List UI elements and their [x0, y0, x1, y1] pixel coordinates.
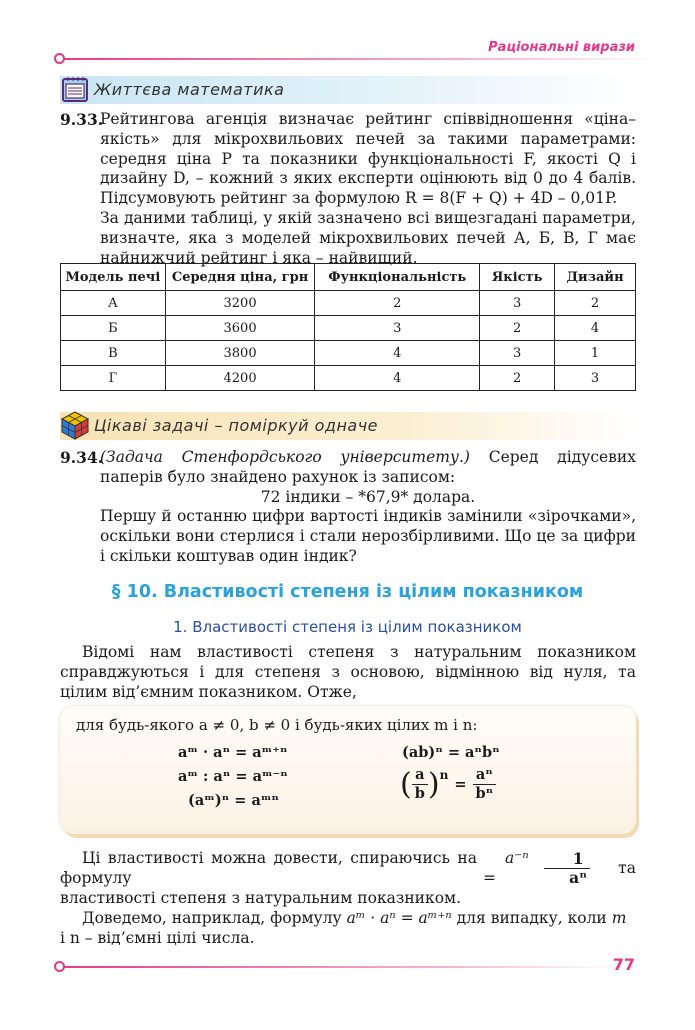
closing-paragraph-2 [60, 908, 636, 928]
formula-power-of-power: (aᵐ)ⁿ = aᵐⁿ [188, 792, 279, 809]
table-cell: 2 [480, 316, 555, 341]
rule-intro: для будь-якого a ≠ 0, b ≠ 0 і будь-яких цілих m і n: [76, 716, 478, 734]
microwave-table [60, 263, 636, 391]
table-cell: 1 [555, 341, 636, 366]
table-header: Якість [480, 264, 555, 291]
header-dot [54, 53, 65, 64]
problem-record: 72 індики – *67,9* долара. [260, 487, 476, 506]
closing-variable: m [611, 909, 627, 927]
problem-number: 9.34. [60, 448, 104, 467]
closing-text: для випадку, коли [456, 909, 607, 927]
closing-formula: aᵐ · aⁿ = aᵐ⁺ⁿ [346, 909, 452, 927]
closing-text-end: та [618, 859, 636, 877]
running-title: Раціональні вирази [488, 40, 635, 55]
table-cell: 3 [555, 366, 636, 391]
table-cell: 3 [315, 316, 480, 341]
fraction-numerator: a [412, 766, 428, 785]
table-header: Функціональність [315, 264, 480, 291]
table-cell: 3200 [165, 291, 315, 316]
header-rule [60, 58, 660, 60]
closing-denominator: aⁿ [569, 867, 588, 887]
closing-text: Ці властивості можна довести, спираючись на формулу [60, 849, 477, 887]
closing-text: Доведемо, наприклад, формулу [82, 909, 342, 927]
table-header: Модель печі [61, 264, 166, 291]
closing-paragraph-1 [60, 848, 636, 888]
closing-line-2: властивості степеня з натуральним показником. [60, 889, 462, 907]
table-cell: 4200 [165, 366, 315, 391]
table-cell: 3 [480, 291, 555, 316]
problem-9-34 [60, 448, 636, 567]
closing-line-3: і n – від’ємні цілі числа. [60, 929, 255, 947]
table-row [61, 341, 636, 366]
problem-text-1: Серед дідусевих паперів було знайдено рахунок із записом: [100, 448, 636, 486]
table-cell: 2 [555, 291, 636, 316]
problem-text-2: Першу й останню цифри вартості індиків замінили «зірочками», оскільки вони стерлися і стали нерозбірливими. Що це за цифри і скільки коштував один індик? [100, 507, 636, 565]
page-number: 77 [612, 955, 635, 974]
problem-text: Рейтингова агенція визначає рейтинг співвідношення «ціна–якість» для мікрохвильових печей за такими параметрами: середня ціна P та показники функціональності F, якості Q і дизайну D, – кожний з яких експерти оцінюють від 0 до 4 балів. Підсумовують рейтинг за формулою R = 8(F + Q) + 4D – 0,01P. [100, 110, 636, 208]
table-header: Середня ціна, грн [165, 264, 315, 291]
properties-rule-box [60, 706, 636, 834]
table-header: Дизайн [555, 264, 636, 291]
formula-quotient: aᵐ : aⁿ = aᵐ⁻ⁿ [178, 768, 288, 785]
table-cell: 2 [480, 366, 555, 391]
footer-rule [60, 966, 620, 968]
life-math-title: Життєва математика [94, 80, 285, 99]
table-cell: 4 [555, 316, 636, 341]
table-header-row [61, 264, 636, 291]
table-cell: В [61, 341, 166, 366]
formula-power-of-product: (ab)ⁿ = aⁿbⁿ [402, 744, 500, 761]
formula-product: aᵐ · aⁿ = aᵐ⁺ⁿ [178, 744, 288, 761]
table-row [61, 366, 636, 391]
footer-dot [54, 961, 65, 972]
result-numerator: aⁿ [473, 766, 497, 785]
life-math-banner [60, 76, 636, 104]
table-cell: 4 [315, 341, 480, 366]
result-denominator: bⁿ [475, 785, 494, 802]
fun-problems-title: Цікаві задачі – поміркуй одначе [94, 416, 378, 435]
problem-9-33 [60, 110, 636, 268]
subsection-title: 1. Властивості степеня із цілим показником [173, 618, 522, 636]
rubik-cube-icon [60, 410, 90, 440]
table-cell: 2 [315, 291, 480, 316]
fraction-exponent: n [439, 768, 449, 782]
table-cell: 3 [480, 341, 555, 366]
table-cell: Г [61, 366, 166, 391]
fraction-denominator: b [414, 785, 425, 802]
table-row [61, 316, 636, 341]
closing-formula: a⁻ⁿ = [482, 849, 529, 887]
table-cell: 4 [315, 366, 480, 391]
table-cell: Б [61, 316, 166, 341]
fun-problems-banner [60, 412, 636, 440]
problem-text [100, 448, 636, 488]
closing-numerator: 1 [544, 850, 590, 869]
table-cell: А [61, 291, 166, 316]
table-row [61, 291, 636, 316]
section-title: § 10. Властивості степеня із цілим показником [111, 582, 584, 602]
section-intro: Відомі нам властивості степеня з натуральним показником справджуються і для степеня з основою, відмінною від нуля, та цілим від’ємним показником. Отже, [60, 643, 636, 701]
formula-power-of-quotient: ( $\frac{a}{b}$ ) $^n$ = $\frac{\text{aⁿ}}{\text{bⁿ}}$ [400, 766, 496, 803]
problem-number: 9.33. [60, 110, 104, 129]
problem-source: (Задача Стенфордського університету.) [100, 448, 470, 466]
notebook-icon [60, 74, 90, 104]
table-cell: 3800 [165, 341, 315, 366]
table-cell: 3600 [165, 316, 315, 341]
problem-text-2: За даними таблиці, у якій зазначено всі вищезгадані параметри, визначте, яка з моделей мікрохвильових печей А, Б, В, Г має найнижчий рейтинг і яка – найвищий. [100, 208, 636, 267]
